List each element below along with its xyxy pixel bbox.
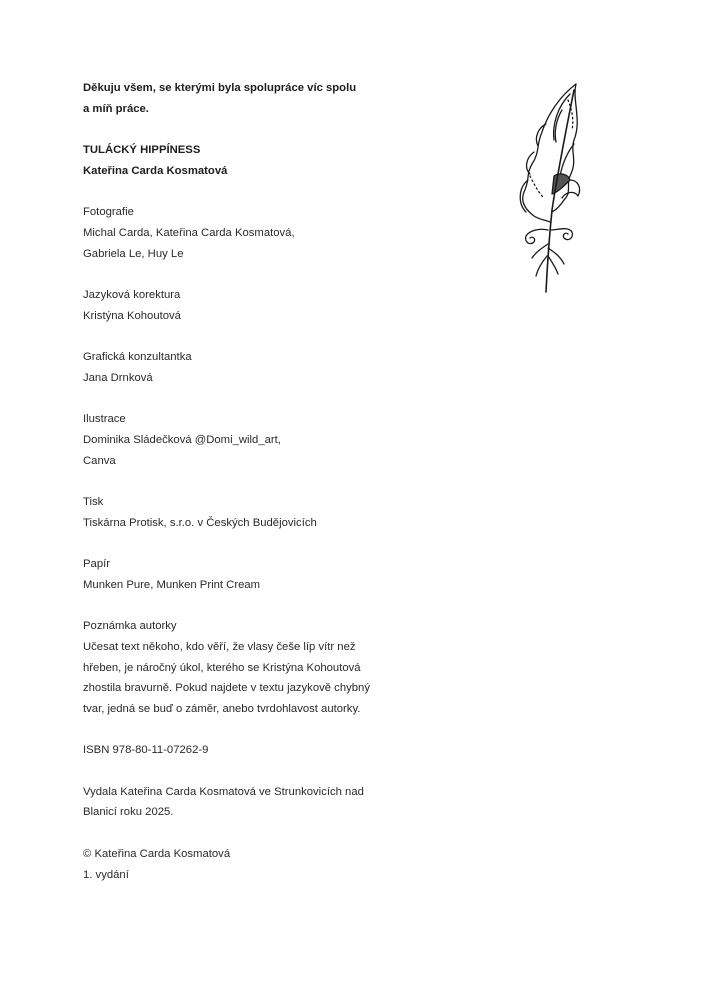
book-title: TULÁCKÝ HIPPÍNESS — [83, 144, 201, 157]
note-line: hřeben, je náročný úkol, kterého se Kristýna Kohoutová — [83, 661, 361, 674]
note-line: Učesat text někoho, kdo věří, že vlasy češe líp vítr než — [83, 640, 356, 653]
credit-value: Munken Pure, Munken Print Cream — [83, 578, 261, 591]
publisher-line: Blanicí roku 2025. — [83, 806, 174, 819]
dedication-line: a míň práce. — [83, 102, 149, 115]
credit-value: Canva — [83, 454, 116, 467]
credit-label-proofreading: Jazyková korektura — [83, 288, 181, 301]
credit-value: Jana Drnková — [83, 371, 153, 384]
feather-icon — [512, 80, 588, 296]
credit-value: Gabriela Le, Huy Le — [83, 247, 184, 260]
credit-label-graphic-consultant: Grafická konzultantka — [83, 351, 192, 364]
publisher-line: Vydala Kateřina Carda Kosmatová ve Strunkovicích nad — [83, 785, 364, 798]
dedication-line: Děkuju všem, se kterými byla spolupráce víc spolu — [83, 82, 357, 94]
note-label: Poznámka autorky — [83, 620, 177, 633]
copyright: © Kateřina Carda Kosmatová — [83, 847, 231, 860]
note-line: zhostila bravurně. Pokud najdete v textu jazykově chybný — [83, 682, 370, 695]
edition: 1. vydání — [83, 868, 129, 881]
credit-value: Tiskárna Protisk, s.r.o. v Českých Budějovicích — [83, 516, 317, 529]
note-line: tvar, jedná se buď o záměr, anebo tvrdohlavost autorky. — [83, 702, 361, 715]
credit-label-print: Tisk — [83, 495, 104, 508]
credit-value: Dominika Sládečková @Domi_wild_art, — [83, 433, 281, 446]
credit-value: Michal Carda, Kateřina Carda Kosmatová, — [83, 226, 295, 239]
credit-value: Kristýna Kohoutová — [83, 309, 181, 322]
credit-label-illustration: Ilustrace — [83, 413, 126, 426]
credit-label-paper: Papír — [83, 558, 111, 571]
isbn: ISBN 978-80-11-07262-9 — [83, 744, 209, 757]
colophon — [83, 78, 383, 885]
book-author: Kateřina Carda Kosmatová — [83, 164, 228, 177]
credit-label-photography: Fotografie — [83, 206, 134, 219]
